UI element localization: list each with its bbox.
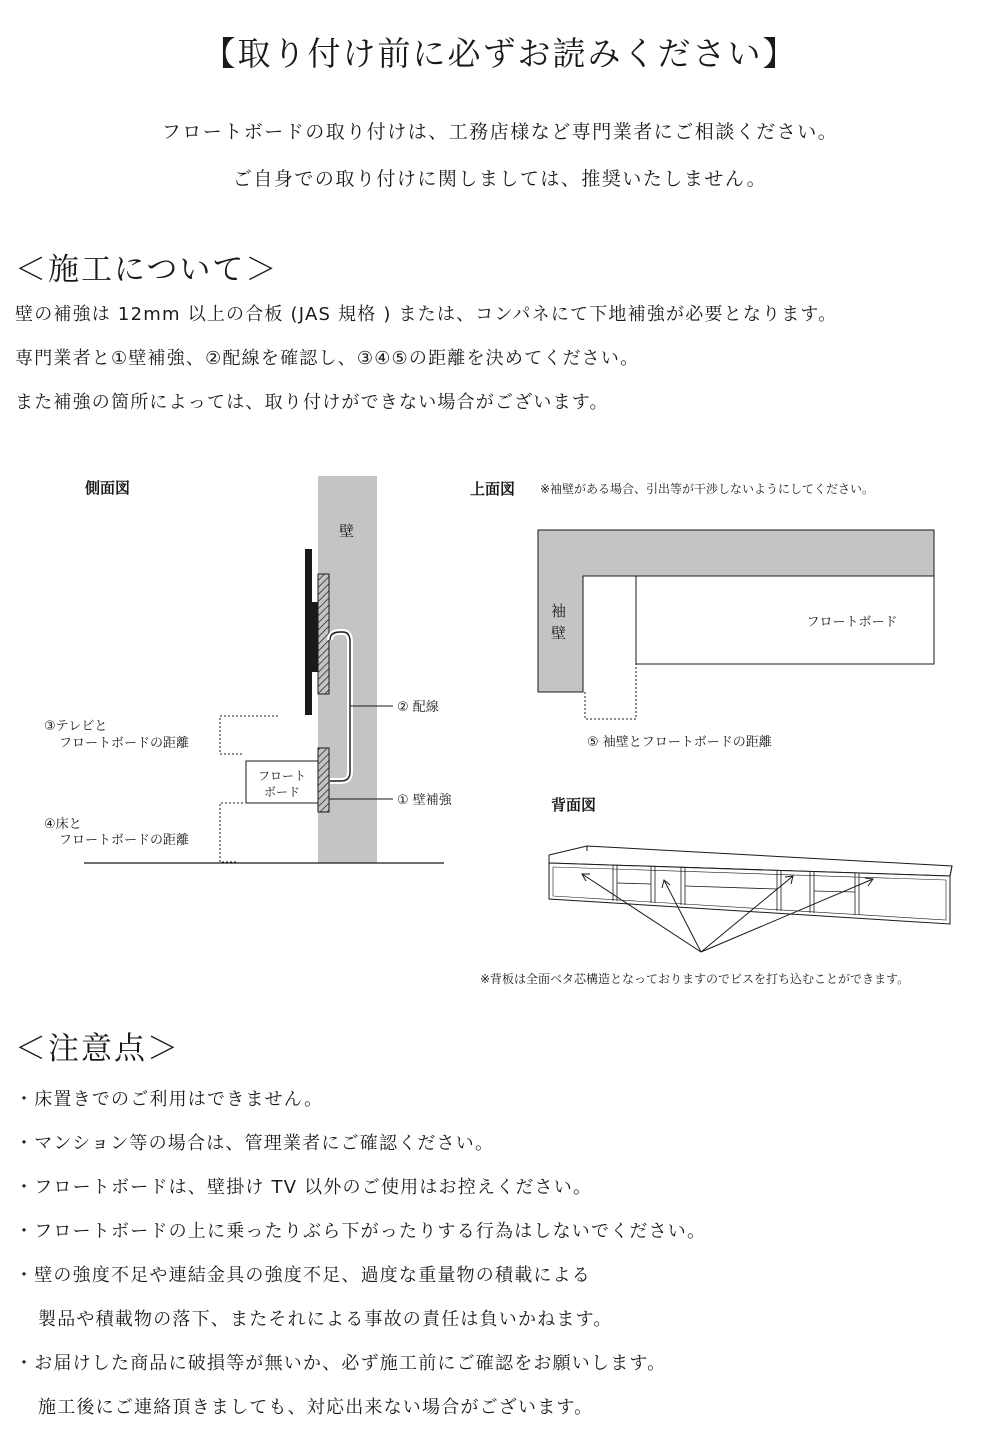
top-view-diagram bbox=[470, 480, 934, 750]
caution-item: ・お届けした商品に破損等が無いか、必ず施工前にご確認をお願いします。 bbox=[15, 1353, 667, 1374]
tv-shape bbox=[305, 549, 312, 715]
caution-item: ・壁の強度不足や連結金具の強度不足、過度な重量物の積載による bbox=[15, 1265, 591, 1286]
lead-line-2: ご自身での取り付けに関しましては、推奨いたしません。 bbox=[232, 168, 768, 190]
construction-paragraph: 壁の補強は 12mm 以上の合板 (JAS 規格 ) または、コンパネにて下地補強が必要となります。 bbox=[15, 304, 838, 325]
lead-line-1: フロートボードの取り付けは、工務店様など専門業者にご相談ください。 bbox=[161, 121, 839, 143]
top-view-title: 上面図 bbox=[470, 480, 516, 498]
caution-item: ・フロートボードの上に乗ったりぶら下がったりする行為はしないでください。 bbox=[15, 1221, 707, 1242]
construction-heading: ＜施工について＞ bbox=[15, 252, 279, 288]
caution-item-continued: 製品や積載物の落下、またそれによる事故の責任は負いかねます。 bbox=[38, 1309, 613, 1330]
float-board-label: フロート bbox=[257, 769, 307, 783]
reinforcement-plate-lower bbox=[318, 748, 329, 812]
floor-distance-label: ④床と bbox=[44, 817, 82, 832]
tv-distance-marker bbox=[220, 716, 278, 754]
sleeve-distance-marker bbox=[585, 664, 636, 719]
back-view-title: 背面図 bbox=[551, 796, 597, 814]
cautions-heading: ＜注意点＞ bbox=[15, 1031, 180, 1067]
side-view-diagram bbox=[44, 476, 453, 863]
tv-distance-label: フロートボードの距離 bbox=[59, 736, 190, 751]
side-view-title: 側面図 bbox=[85, 479, 131, 497]
floor-distance-marker bbox=[220, 803, 243, 862]
sleeve-distance-label: ⑤ 袖壁とフロートボードの距離 bbox=[587, 735, 772, 750]
installation-diagrams bbox=[0, 460, 1000, 1000]
reinforce-label: ① 壁補強 bbox=[397, 793, 452, 808]
caution-item-continued: 施工後にご連絡頂きましても、対応出来ない場合がございます。 bbox=[38, 1397, 594, 1418]
top-view-note: ※袖壁がある場合、引出等が干渉しないようにしてください。 bbox=[540, 482, 875, 496]
top-board-label: フロートボード bbox=[806, 615, 898, 630]
float-board-label: ボード bbox=[263, 785, 301, 799]
reinforcement-plate-upper bbox=[318, 574, 329, 694]
floor-distance-label: フロートボードの距離 bbox=[59, 833, 190, 848]
tv-distance-label: ③テレビと bbox=[44, 719, 108, 734]
caution-item: ・フロートボードは、壁掛け TV 以外のご使用はお控えください。 bbox=[15, 1177, 593, 1198]
construction-paragraph: 専門業者と①壁補強、②配線を確認し、③④⑤の距離を決めてください。 bbox=[15, 348, 640, 369]
wiring-label: ② 配線 bbox=[397, 700, 439, 715]
sleeve-wall-label: 壁 bbox=[551, 624, 567, 642]
wall-label: 壁 bbox=[339, 522, 355, 540]
caution-item: ・床置きでのご利用はできません。 bbox=[15, 1089, 324, 1110]
tv-bracket bbox=[312, 602, 318, 672]
caution-item: ・マンション等の場合は、管理業者にご確認ください。 bbox=[15, 1133, 495, 1154]
back-view-note: ※背板は全面ベタ芯構造となっておりますのでビスを打ち込むことができます。 bbox=[480, 972, 910, 986]
construction-paragraph: また補強の箇所によっては、取り付けができない場合がございます。 bbox=[15, 392, 609, 413]
page-title: 【取り付け前に必ずお読みください】 bbox=[202, 34, 798, 73]
back-view-diagram bbox=[480, 796, 952, 986]
sleeve-wall-label: 袖 bbox=[551, 602, 567, 620]
